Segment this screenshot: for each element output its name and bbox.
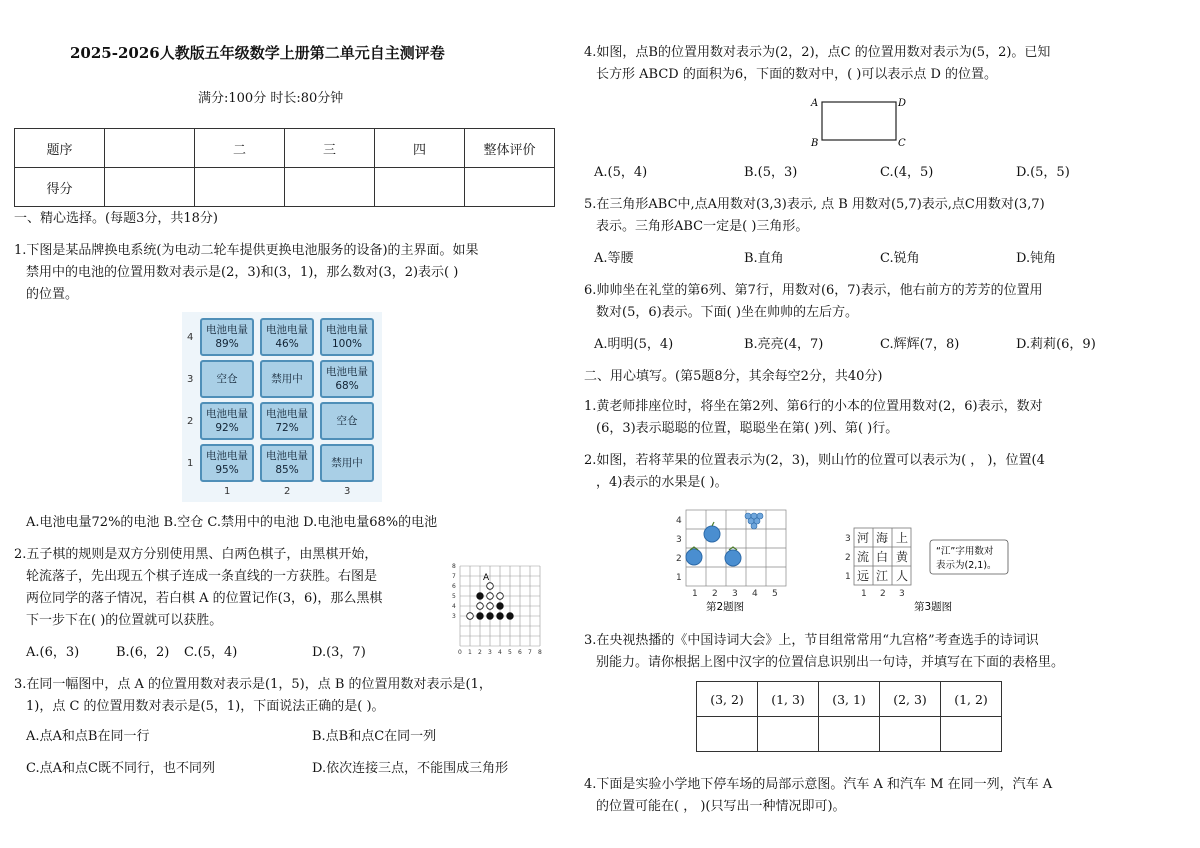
- black-stone: [477, 613, 484, 620]
- poem-coord: (2, 3): [880, 682, 941, 717]
- x-label: 7: [528, 649, 532, 656]
- pomegranate-icon: [725, 547, 741, 566]
- poem-char: 白: [875, 550, 889, 564]
- x-label: 3: [488, 649, 492, 656]
- x-label: 2: [478, 649, 482, 656]
- q2-text: 两位同学的落子情况，若白棋 A 的位置记作(3，6)，那么黑棋: [26, 591, 383, 606]
- q4-option-b: B.(5，3): [744, 165, 798, 180]
- score-cell: 得分: [15, 168, 105, 207]
- q3-option-b: B.点B和点C在同一列: [312, 729, 437, 744]
- y-label: 3: [845, 534, 851, 544]
- poem-coord: (1, 3): [758, 682, 819, 717]
- q6-text: 数对(5，6)表示。下面( )坐在帅帅的左后方。: [596, 305, 858, 320]
- exam-meta: 满分:100分 时长:80分钟: [198, 91, 344, 106]
- y-label: 8: [452, 563, 456, 570]
- white-stone: [487, 593, 494, 600]
- score-cell: [465, 168, 555, 207]
- black-stone: [507, 613, 514, 620]
- score-cell: 三: [285, 129, 375, 168]
- poem-char: 江: [875, 569, 889, 583]
- white-stone: [477, 603, 484, 610]
- score-cell: 题序: [15, 129, 105, 168]
- black-stone: [497, 613, 504, 620]
- fill-q1-text: 1.黄老师排座位时，将坐在第2列、第6行的小本的位置用数对(2，6)表示，数对: [584, 399, 1043, 414]
- x-label: 3: [732, 589, 738, 599]
- fig2-caption: 第2题图: [706, 601, 745, 613]
- fig3-caption: 第3题图: [914, 601, 953, 613]
- y-label: 1: [676, 573, 682, 583]
- q5-option-b: B.直角: [744, 251, 784, 266]
- x-label: 4: [752, 589, 758, 599]
- q5-option-d: D.钝角: [1016, 251, 1057, 266]
- x-label: 5: [772, 589, 778, 599]
- score-cell: [195, 168, 285, 207]
- battery-cell: 禁用中: [320, 444, 374, 482]
- poem-answer-cell[interactable]: [758, 717, 819, 752]
- battery-cell: 电池电量 68%: [320, 360, 374, 398]
- score-table: [14, 128, 555, 207]
- q3-text: 3.在同一幅图中，点 A 的位置用数对表示是(1，5)，点 B 的位置用数对表示是(1，: [14, 677, 492, 692]
- y-label: 3: [676, 535, 682, 545]
- poem-answer-cell[interactable]: [819, 717, 880, 752]
- q2-text: 2.五子棋的规则是双方分别使用黑、白两色棋子，由黑棋开始，: [14, 547, 378, 562]
- x-label: 1: [861, 589, 867, 599]
- fill-q2-text: ，4)表示的水果是( )。: [596, 475, 728, 490]
- x-label: 2: [712, 589, 718, 599]
- x-label: 3: [344, 486, 351, 497]
- grapes-icon: [745, 513, 763, 529]
- poem-answer-cell[interactable]: [880, 717, 941, 752]
- q6-option-b: B.亮亮(4，7): [744, 337, 824, 352]
- x-label: 2: [880, 589, 886, 599]
- black-stone: [477, 593, 484, 600]
- q5-option-a: A.等腰: [594, 251, 634, 266]
- point-a-label: A: [811, 98, 819, 109]
- battery-cell: 电池电量 72%: [260, 402, 314, 440]
- x-label: 1: [692, 589, 698, 599]
- note-text: “江”字用数对: [936, 546, 994, 557]
- q6-option-c: C.辉辉(7，8): [880, 337, 960, 352]
- y-label: 2: [187, 416, 194, 427]
- y-label: 2: [676, 554, 682, 564]
- battery-cell: 电池电量 100%: [320, 318, 374, 356]
- x-label: 6: [518, 649, 522, 656]
- score-cell: [285, 168, 375, 207]
- y-label: 3: [452, 613, 456, 620]
- q4-text: 4.如图，点B的位置用数对表示为(2，2)，点C 的位置用数对表示为(5，2)。已知: [584, 45, 1051, 60]
- q2-option-a: A.(6，3): [26, 645, 80, 660]
- y-label: 1: [845, 572, 851, 582]
- x-label: 1: [224, 486, 231, 497]
- score-cell: 四: [375, 129, 465, 168]
- q6-text: 6.帅帅坐在礼堂的第6列、第7行，用数对(6，7)表示，他右前方的芳芳的位置用: [584, 283, 1043, 298]
- white-stone: [487, 603, 494, 610]
- q4-option-d: D.(5，5): [1016, 165, 1070, 180]
- battery-cell: 电池电量 92%: [200, 402, 254, 440]
- poem-char: 远: [856, 569, 870, 583]
- section1-heading: 一、精心选择。(每题3分，共18分): [14, 211, 218, 226]
- poem-answer-table: [696, 681, 1002, 752]
- q5-text: 表示。三角形ABC一定是( )三角形。: [596, 219, 809, 234]
- battery-cell: 电池电量 46%: [260, 318, 314, 356]
- x-label: 0: [458, 649, 462, 656]
- q4-option-a: A.(5，4): [594, 165, 648, 180]
- q2-option-b: B.(6，2): [116, 645, 170, 660]
- q3-option-d: D.依次连接三点，不能围成三角形: [312, 761, 509, 776]
- q5-option-c: C.锐角: [880, 251, 920, 266]
- gomoku-board: [450, 560, 550, 656]
- q3-text: 1)，点 C 的位置用数对表示是(5，1)，下面说法正确的是( )。: [26, 699, 385, 714]
- fill-q4-text: 的位置可能在( ， )(只写出一种情况即可)。: [596, 799, 846, 814]
- q2-option-d: D.(3，7): [312, 645, 366, 660]
- poem-coord: (3, 2): [697, 682, 758, 717]
- x-label: 8: [538, 649, 542, 656]
- x-label: 2: [284, 486, 291, 497]
- point-c-label: C: [898, 138, 906, 149]
- y-label: 1: [187, 458, 194, 469]
- battery-cell: 禁用中: [260, 360, 314, 398]
- q3-option-a: A.点A和点B在同一行: [26, 729, 150, 744]
- y-label: 6: [452, 583, 456, 590]
- battery-cell: 电池电量 89%: [200, 318, 254, 356]
- apple-icon: [704, 522, 720, 542]
- poem-coord: (3, 1): [819, 682, 880, 717]
- rectangle-abcd-figure: [808, 94, 908, 150]
- y-label: 4: [452, 603, 456, 610]
- q2-text: 轮流落子，先出现五个棋子连成一条直线的一方获胜。右图是: [26, 569, 378, 584]
- poem-answer-cell[interactable]: [941, 717, 1002, 752]
- y-label: 3: [187, 374, 194, 385]
- x-label: 1: [468, 649, 472, 656]
- q1-text: 禁用中的电池的位置用数对表示是(2，3)和(3，1)，那么数对(3，2)表示( ): [26, 265, 459, 280]
- q4-text: 长方形 ABCD 的面积为6，下面的数对中，( )可以表示点 D 的位置。: [596, 67, 998, 82]
- q1-text: 的位置。: [26, 287, 79, 302]
- y-label: 7: [452, 573, 456, 580]
- black-stone: [487, 613, 494, 620]
- poem-char: 上: [895, 531, 909, 545]
- q5-text: 5.在三角形ABC中,点A用数对(3,3)表示, 点 B 用数对(5,7)表示,点C用数对(3,7): [584, 197, 1045, 212]
- fill-q3-text: 别能力。请你根据上图中汉字的位置信息识别出一句诗，并填写在下面的表格里。: [596, 655, 1065, 670]
- score-cell: 二: [195, 129, 285, 168]
- score-cell: [105, 168, 195, 207]
- poem-char: 海: [875, 531, 889, 545]
- poem-answer-cell[interactable]: [697, 717, 758, 752]
- q4-option-c: C.(4，5): [880, 165, 934, 180]
- white-stone: [467, 613, 474, 620]
- section2-heading: 二、用心填写。(第5题8分，其余每空2分，共40分): [584, 369, 883, 384]
- score-cell: [105, 129, 195, 168]
- q2-text: 下一步下在( )的位置就可以获胜。: [26, 613, 223, 628]
- q6-option-a: A.明明(5，4): [594, 337, 674, 352]
- poem-char: 黄: [895, 550, 909, 564]
- rectangle-abcd: [822, 102, 896, 140]
- fill-q4-text: 4.下面是实验小学地下停车场的局部示意图。汽车 A 和汽车 M 在同一列，汽车 A: [584, 777, 1053, 792]
- point-b-label: B: [811, 138, 819, 149]
- q3-option-c: C.点A和点C既不同行，也不同列: [26, 761, 215, 776]
- page-title: 2025-2026人教版五年级数学上册第二单元自主测评卷: [70, 44, 445, 62]
- white-stone: [497, 593, 504, 600]
- battery-cell: 空仓: [320, 402, 374, 440]
- white-stone-a-label: A: [483, 573, 490, 583]
- x-label: 4: [498, 649, 502, 656]
- fruit-grid-figure: [672, 506, 792, 614]
- fill-q1-text: (6，3)表示聪聪的位置，聪聪坐在第( )列、第( )行。: [596, 421, 899, 436]
- mangosteen-icon: [686, 547, 702, 565]
- y-label: 2: [845, 553, 851, 563]
- poem-char: 河: [856, 531, 870, 545]
- poem-grid-figure: [842, 526, 1042, 616]
- black-stone: [497, 603, 504, 610]
- white-stone: [487, 583, 494, 590]
- x-label: 5: [508, 649, 512, 656]
- q1-text: 1.下图是某品牌换电系统(为电动二轮车提供更换电池服务的设备)的主界面。如果: [14, 243, 479, 258]
- poem-coord: (1, 2): [941, 682, 1002, 717]
- battery-cell: 电池电量 85%: [260, 444, 314, 482]
- battery-cell: 空仓: [200, 360, 254, 398]
- fill-q2-text: 2.如图，若将苹果的位置表示为(2，3)，则山竹的位置可以表示为( ， )，位置(4: [584, 453, 1045, 468]
- q1-options: A.电池电量72%的电池 B.空仓 C.禁用中的电池 D.电池电量68%的电池: [26, 515, 438, 530]
- note-text: 表示为(2,1)。: [936, 560, 997, 571]
- battery-grid: [182, 312, 382, 502]
- score-cell: [375, 168, 465, 207]
- point-d-label: D: [898, 98, 907, 109]
- poem-char: 人: [895, 569, 909, 583]
- fill-q3-text: 3.在央视热播的《中国诗词大会》上，节目组常常用“九宫格”考查选手的诗词识: [584, 633, 1039, 648]
- y-label: 5: [452, 593, 456, 600]
- q2-option-c: C.(5，4): [184, 645, 238, 660]
- x-label: 3: [899, 589, 905, 599]
- q6-option-d: D.莉莉(6，9): [1016, 337, 1096, 352]
- y-label: 4: [187, 332, 194, 343]
- score-cell: 整体评价: [465, 129, 555, 168]
- y-label: 4: [676, 516, 682, 526]
- poem-char: 流: [856, 550, 870, 564]
- battery-cell: 电池电量 95%: [200, 444, 254, 482]
